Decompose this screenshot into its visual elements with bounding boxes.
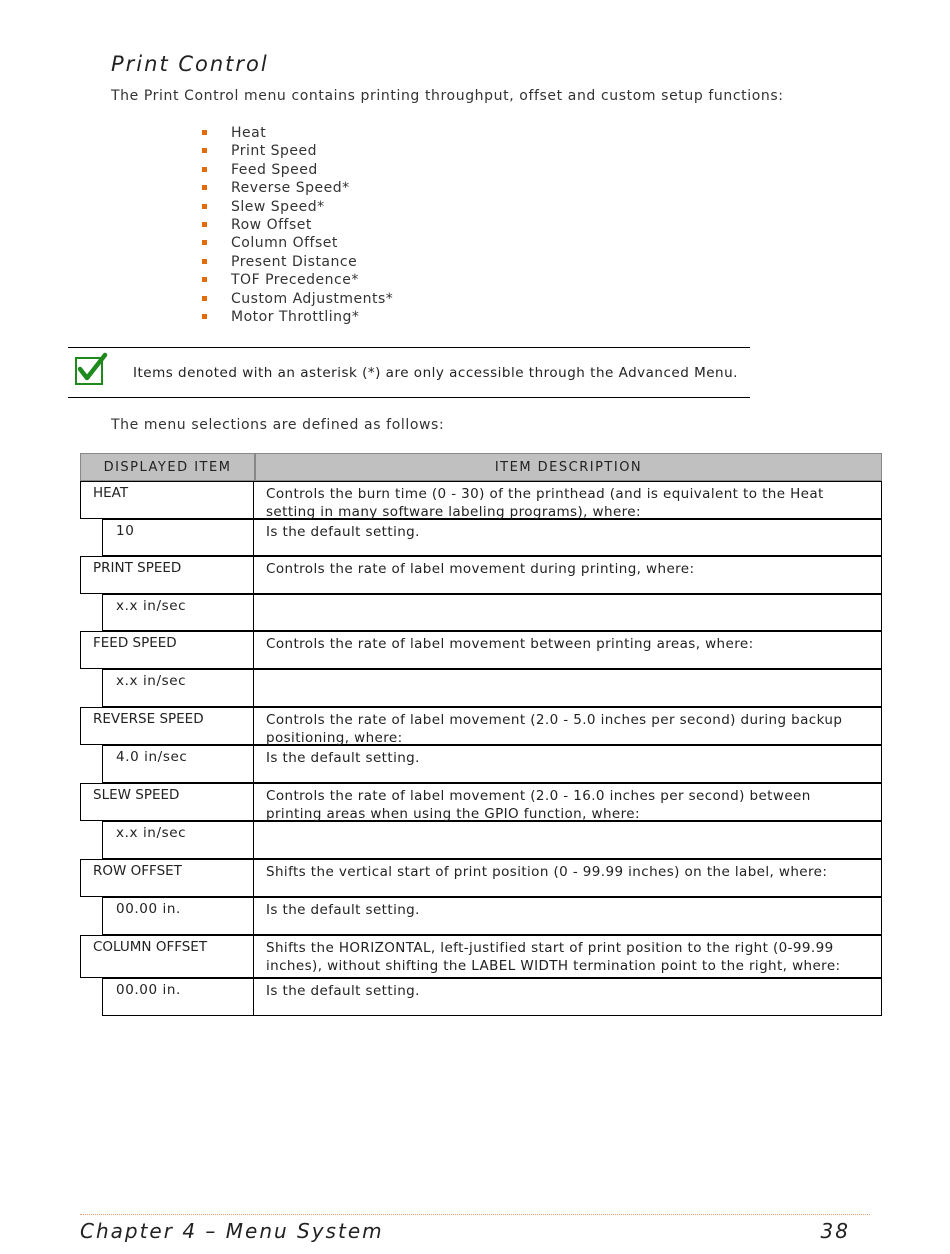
item-cell: COLUMN OFFSET bbox=[80, 935, 254, 978]
list-item: Custom Adjustments* bbox=[200, 290, 393, 308]
bullet-square-icon bbox=[202, 296, 207, 301]
section-title: Print Control bbox=[111, 52, 269, 76]
menu-bullet-list bbox=[200, 124, 393, 326]
defined-text: The menu selections are defined as follows: bbox=[111, 417, 445, 433]
table-row bbox=[80, 481, 882, 519]
bullet-square-icon bbox=[202, 259, 207, 264]
list-item: TOF Precedence* bbox=[200, 271, 393, 289]
table-row bbox=[80, 519, 882, 556]
page-number: 38 bbox=[820, 1219, 850, 1243]
table-row bbox=[80, 669, 882, 707]
intro-text: The Print Control menu contains printing throughput, offset and custom setup functions: bbox=[111, 88, 784, 104]
value-cell: x.x in/sec bbox=[102, 821, 254, 859]
item-cell: PRINT SPEED bbox=[80, 556, 254, 594]
advanced-menu-note bbox=[68, 347, 750, 398]
list-item: Feed Speed bbox=[200, 161, 393, 179]
description-cell bbox=[253, 821, 882, 859]
bullet-square-icon bbox=[202, 277, 207, 282]
column-header-displayed-item: DISPLAYED ITEM bbox=[103, 459, 232, 475]
bullet-square-icon bbox=[202, 148, 207, 153]
value-cell: x.x in/sec bbox=[102, 594, 254, 631]
description-cell: Is the default setting. bbox=[253, 978, 882, 1016]
list-item: Row Offset bbox=[200, 216, 393, 234]
bullet-square-icon bbox=[202, 240, 207, 245]
description-cell bbox=[253, 594, 882, 631]
table-row bbox=[80, 821, 882, 859]
value-cell: x.x in/sec bbox=[102, 669, 254, 707]
bullet-square-icon bbox=[202, 130, 207, 135]
table-row bbox=[80, 745, 882, 783]
table-row bbox=[80, 707, 882, 745]
description-cell: Shifts the HORIZONTAL, left-justified start of print position to the right (0-99.99 inches), without shifting the LABEL WIDTH termination point to the right, where: bbox=[253, 935, 882, 978]
list-item: Column Offset bbox=[200, 234, 393, 252]
description-cell: Controls the rate of label movement during printing, where: bbox=[253, 556, 882, 594]
checkmark-icon bbox=[75, 357, 103, 385]
description-cell: Controls the rate of label movement (2.0 - 16.0 inches per second) between printing areas when using the GPIO function, where: bbox=[253, 783, 882, 821]
table-row bbox=[80, 897, 882, 935]
bullet-square-icon bbox=[202, 222, 207, 227]
description-cell: Is the default setting. bbox=[253, 519, 882, 556]
list-item: Motor Throttling* bbox=[200, 308, 393, 326]
description-cell: Shifts the vertical start of print position (0 - 99.99 inches) on the label, where: bbox=[253, 859, 882, 897]
list-item: Present Distance bbox=[200, 253, 393, 271]
list-item: Heat bbox=[200, 124, 393, 142]
value-cell: 00.00 in. bbox=[102, 897, 254, 935]
list-item: Print Speed bbox=[200, 142, 393, 160]
bullet-square-icon bbox=[202, 204, 207, 209]
bullet-square-icon bbox=[202, 314, 207, 319]
note-text: Items denoted with an asterisk (*) are only accessible through the Advanced Menu. bbox=[133, 365, 738, 381]
footer-divider bbox=[80, 1214, 870, 1215]
value-cell: 00.00 in. bbox=[102, 978, 254, 1016]
description-cell: Is the default setting. bbox=[253, 745, 882, 783]
item-cell: HEAT bbox=[80, 481, 254, 519]
table-header bbox=[80, 453, 882, 481]
value-cell: 10 bbox=[102, 519, 254, 556]
table-row bbox=[80, 859, 882, 897]
bullet-square-icon bbox=[202, 185, 207, 190]
table-row bbox=[80, 935, 882, 978]
bullet-square-icon bbox=[202, 167, 207, 172]
value-cell: 4.0 in/sec bbox=[102, 745, 254, 783]
list-item: Reverse Speed* bbox=[200, 179, 393, 197]
description-cell: Controls the burn time (0 - 30) of the printhead (and is equivalent to the Heat setting in many software labeling programs), where: bbox=[253, 481, 882, 519]
item-cell: SLEW SPEED bbox=[80, 783, 254, 821]
item-cell: REVERSE SPEED bbox=[80, 707, 254, 745]
table-row bbox=[80, 783, 882, 821]
description-cell: Controls the rate of label movement (2.0 - 5.0 inches per second) during backup positioning, where: bbox=[253, 707, 882, 745]
column-header-item-description: ITEM DESCRIPTION bbox=[494, 459, 643, 475]
description-cell: Is the default setting. bbox=[253, 897, 882, 935]
table-row bbox=[80, 556, 882, 594]
footer-chapter: Chapter 4 – Menu System bbox=[80, 1219, 384, 1243]
table-row bbox=[80, 594, 882, 631]
table-row bbox=[80, 631, 882, 669]
description-cell bbox=[253, 669, 882, 707]
item-cell: ROW OFFSET bbox=[80, 859, 254, 897]
list-item: Slew Speed* bbox=[200, 198, 393, 216]
description-cell: Controls the rate of label movement between printing areas, where: bbox=[253, 631, 882, 669]
item-cell: FEED SPEED bbox=[80, 631, 254, 669]
table-row bbox=[80, 978, 882, 1016]
